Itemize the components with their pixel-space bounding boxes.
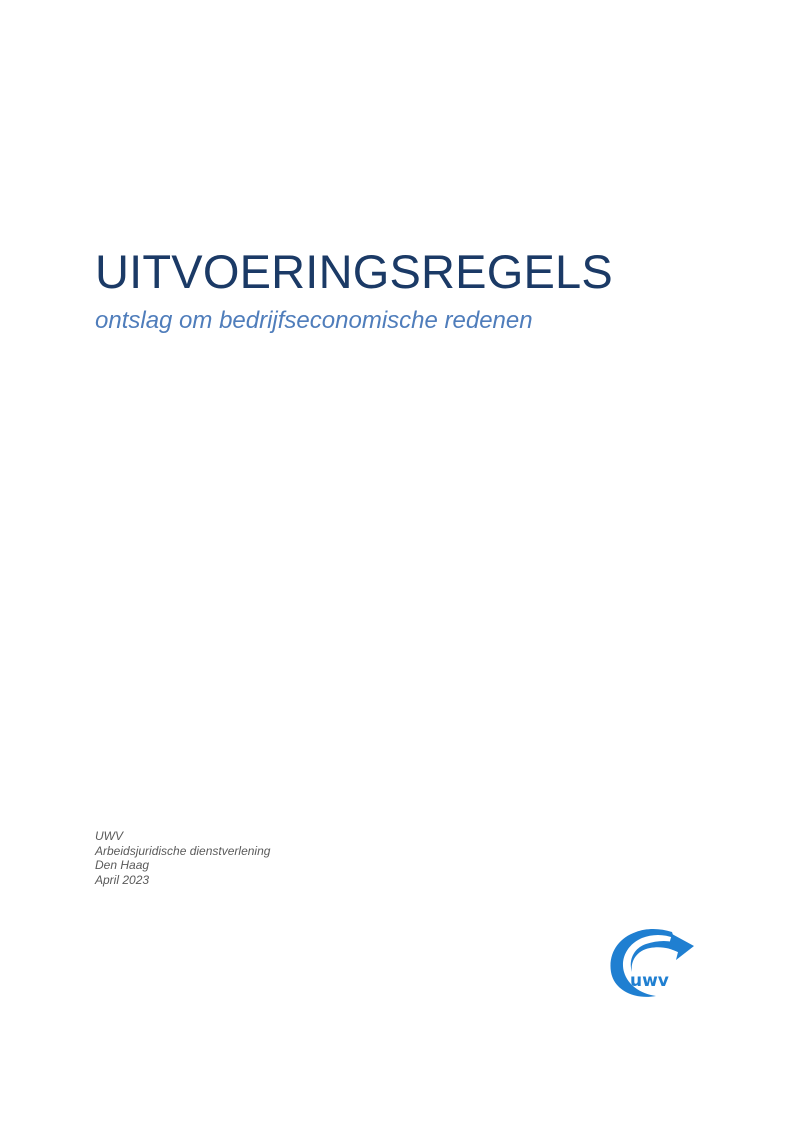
meta-organisation: UWV	[95, 829, 123, 843]
document-title: UITVOERINGSREGELS	[95, 245, 613, 298]
svg-text:uwv: uwv	[630, 971, 669, 991]
document-meta	[95, 829, 270, 887]
meta-department: Arbeidsjuridische dienstverlening	[95, 843, 271, 858]
uwv-logo-icon	[606, 926, 696, 1000]
meta-date: April 2023	[95, 872, 150, 887]
document-subtitle: ontslag om bedrijfseconomische redenen	[95, 307, 533, 334]
meta-city: Den Haag	[95, 858, 150, 873]
